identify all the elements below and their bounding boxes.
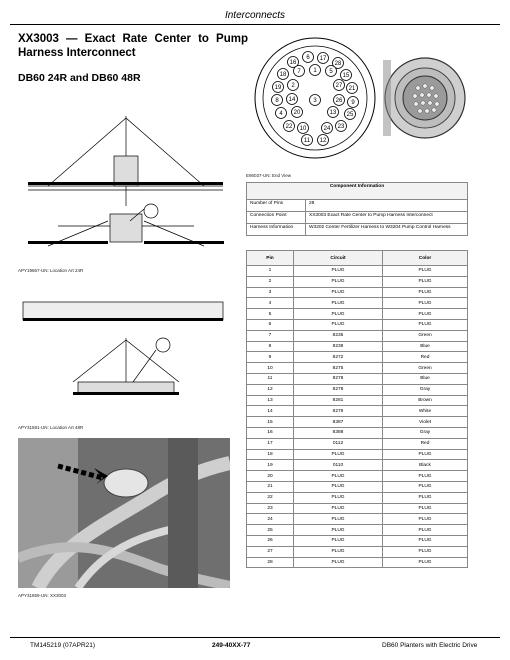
color-cell: White: [383, 406, 468, 417]
color-cell: PLUG: [383, 503, 468, 514]
color-cell: PLUG: [383, 546, 468, 557]
color-cell: Brown: [383, 395, 468, 406]
table-row: [247, 330, 468, 341]
color-cell: PLUG: [383, 276, 468, 287]
connector-pin-label: 12: [319, 138, 327, 144]
circuit-cell: PLUG: [294, 276, 383, 287]
table-row: [247, 276, 468, 287]
table-row: [247, 341, 468, 352]
table-row: [247, 406, 468, 417]
pin-cell: 4: [247, 298, 294, 309]
circuit-cell: PLUG: [294, 492, 383, 503]
pin-table: [246, 250, 468, 568]
table-row: [247, 417, 468, 428]
location-art-24r: [18, 96, 233, 266]
component-info-table: [246, 182, 468, 236]
circuit-cell: 8275: [294, 363, 383, 374]
connector-pin-label: 17: [319, 56, 327, 62]
color-cell: PLUG: [383, 471, 468, 482]
circuit-cell: 8279: [294, 406, 383, 417]
circuit-cell: 8278: [294, 373, 383, 384]
color-cell: PLUG: [383, 298, 468, 309]
page-header: Interconnects: [10, 8, 500, 25]
table-row: [247, 557, 468, 568]
circuit-cell: PLUG: [294, 309, 383, 320]
location-24r-caption: APY19667-UN: Location Art 24R: [18, 268, 84, 273]
table-row: [247, 298, 468, 309]
connector-pin-label: 9: [351, 100, 355, 106]
connector-photo: [383, 58, 465, 138]
table-row: [247, 525, 468, 536]
circuit-cell: PLUG: [294, 287, 383, 298]
footer-center: 249-40XX-77: [212, 642, 251, 649]
connector-pin-label: 23: [337, 124, 345, 130]
pin-cell: 21: [247, 481, 294, 492]
info-label: Number of Pins: [247, 200, 306, 212]
color-cell: Blue: [383, 373, 468, 384]
connector-pin-label: 13: [329, 110, 337, 116]
pin-cell: 24: [247, 514, 294, 525]
connector-pin-label: 26: [335, 98, 343, 104]
circuit-cell: PLUG: [294, 546, 383, 557]
pin-cell: 19: [247, 460, 294, 471]
color-cell: PLUG: [383, 287, 468, 298]
location-art-48r: [18, 290, 233, 420]
connector-pin-label: 10: [299, 126, 307, 132]
color-cell: PLUG: [383, 266, 468, 277]
color-cell: PLUG: [383, 535, 468, 546]
footer-left: TM145219 (07APR21): [30, 642, 96, 649]
table-row: [247, 514, 468, 525]
pin-cell: 1: [247, 266, 294, 277]
connector-pin-label: 19: [274, 85, 282, 91]
color-cell: Violet: [383, 417, 468, 428]
pin-cell: 14: [247, 406, 294, 417]
table-row: [247, 492, 468, 503]
circuit-cell: PLUG: [294, 535, 383, 546]
connector-pin-label: 2: [291, 83, 295, 89]
info-label: Connection Point: [247, 212, 306, 224]
connector-pin-label: 24: [323, 126, 331, 132]
color-header: Color: [383, 251, 468, 266]
table-row: [247, 319, 468, 330]
connector-pin-label: 5: [329, 69, 333, 75]
pin-cell: 28: [247, 557, 294, 568]
pin-cell: 13: [247, 395, 294, 406]
connector-pin-label: 11: [303, 138, 311, 144]
circuit-cell: 8278: [294, 384, 383, 395]
connector-pin-label: 4: [279, 111, 283, 117]
table-row: [247, 438, 468, 449]
table-row: [247, 363, 468, 374]
table-row: [247, 352, 468, 363]
pin-cell: 25: [247, 525, 294, 536]
table-row: [247, 266, 468, 277]
connector-pin-label: 15: [342, 73, 350, 79]
connector-pin-label: 3: [313, 98, 317, 104]
connector-pin-label: 20: [293, 110, 301, 116]
connector-pin-label: 14: [288, 97, 296, 103]
pin-cell: 12: [247, 384, 294, 395]
pin-cell: 17: [247, 438, 294, 449]
connector-pin-label: 25: [346, 112, 354, 118]
circuit-cell: PLUG: [294, 471, 383, 482]
info-value: W3202 Center Fertilizer Harness to W3204 Pump Control Harness: [306, 224, 468, 236]
footer-divider: [10, 637, 500, 638]
pin-cell: 7: [247, 330, 294, 341]
table-row: [247, 503, 468, 514]
pin-cell: 5: [247, 309, 294, 320]
table-row: [247, 309, 468, 320]
pin-cell: 2: [247, 276, 294, 287]
table-row: [247, 449, 468, 460]
pin-cell: 15: [247, 417, 294, 428]
info-value: 28: [306, 200, 468, 212]
page-subtitle: DB60 24R and DB60 48R: [18, 72, 141, 84]
color-cell: Red: [383, 438, 468, 449]
table-row: [247, 471, 468, 482]
pin-header: Pin: [247, 251, 294, 266]
connector-pin-label: 28: [334, 61, 342, 67]
info-label: Harness Information: [247, 224, 306, 236]
pin-cell: 18: [247, 449, 294, 460]
table-row: [247, 535, 468, 546]
table-row: [247, 427, 468, 438]
table-row: [247, 384, 468, 395]
circuit-cell: 8235: [294, 330, 383, 341]
color-cell: Green: [383, 363, 468, 374]
connector-pin-label: 16: [289, 60, 297, 66]
circuit-cell: PLUG: [294, 557, 383, 568]
circuit-cell: PLUG: [294, 449, 383, 460]
color-cell: PLUG: [383, 481, 468, 492]
circuit-cell: 0112: [294, 438, 383, 449]
connector-pin-label: 8: [275, 98, 279, 104]
pin-cell: 3: [247, 287, 294, 298]
location-48r-caption: APY31591-UN: Location Art 48R: [18, 425, 84, 430]
connector-pin-label: 6: [306, 55, 310, 61]
connector-photo-xx3003: [18, 438, 230, 588]
circuit-cell: PLUG: [294, 514, 383, 525]
component-info-heading: Component Information: [247, 183, 468, 200]
connector-end-view: [253, 30, 468, 170]
table-row: [247, 287, 468, 298]
color-cell: Gray: [383, 384, 468, 395]
color-cell: Black: [383, 460, 468, 471]
color-cell: Red: [383, 352, 468, 363]
pin-cell: 8: [247, 341, 294, 352]
table-row: [247, 460, 468, 471]
circuit-cell: PLUG: [294, 266, 383, 277]
end-view-caption: E96037-UN: End View: [246, 173, 291, 178]
circuit-cell: 8281: [294, 395, 383, 406]
circuit-cell: 8272: [294, 352, 383, 363]
info-value: XX3003 Exact Rate Center to Pump Harness Interconnect: [306, 212, 468, 224]
page-title: XX3003 — Exact Rate Center to Pump Harness Interconnect: [18, 33, 248, 59]
pin-cell: 10: [247, 363, 294, 374]
circuit-cell: PLUG: [294, 298, 383, 309]
circuit-cell: 0110: [294, 460, 383, 471]
pin-cell: 6: [247, 319, 294, 330]
footer-right: DB60 Planters with Electric Drive: [382, 642, 478, 649]
pin-cell: 27: [247, 546, 294, 557]
circuit-cell: PLUG: [294, 319, 383, 330]
circuit-cell: 8387: [294, 417, 383, 428]
pin-cell: 11: [247, 373, 294, 384]
color-cell: Gray: [383, 427, 468, 438]
table-row: [247, 546, 468, 557]
pin-cell: 20: [247, 471, 294, 482]
circuit-cell: PLUG: [294, 525, 383, 536]
connector-pin-label: 7: [297, 69, 301, 75]
circuit-cell: PLUG: [294, 481, 383, 492]
pin-cell: 16: [247, 427, 294, 438]
circuit-cell: 8388: [294, 427, 383, 438]
color-cell: Green: [383, 330, 468, 341]
pin-cell: 26: [247, 535, 294, 546]
table-row: [247, 481, 468, 492]
connector-pin-label: 1: [313, 68, 317, 74]
table-row: [247, 373, 468, 384]
color-cell: Blue: [383, 341, 468, 352]
photo-caption: APY31859-UN: XX3003: [18, 593, 67, 598]
color-cell: PLUG: [383, 525, 468, 536]
circuit-header: Circuit: [294, 251, 383, 266]
color-cell: PLUG: [383, 514, 468, 525]
connector-pin-label: 18: [279, 72, 287, 78]
connector-pin-label: 22: [285, 124, 293, 130]
pin-cell: 23: [247, 503, 294, 514]
pin-cell: 22: [247, 492, 294, 503]
color-cell: PLUG: [383, 309, 468, 320]
color-cell: PLUG: [383, 492, 468, 503]
color-cell: PLUG: [383, 449, 468, 460]
connector-pin-label: 27: [335, 83, 343, 89]
pin-cell: 9: [247, 352, 294, 363]
color-cell: PLUG: [383, 319, 468, 330]
connector-pin-label: 21: [348, 86, 356, 92]
circuit-cell: 8238: [294, 341, 383, 352]
table-row: [247, 395, 468, 406]
circuit-cell: PLUG: [294, 503, 383, 514]
color-cell: PLUG: [383, 557, 468, 568]
